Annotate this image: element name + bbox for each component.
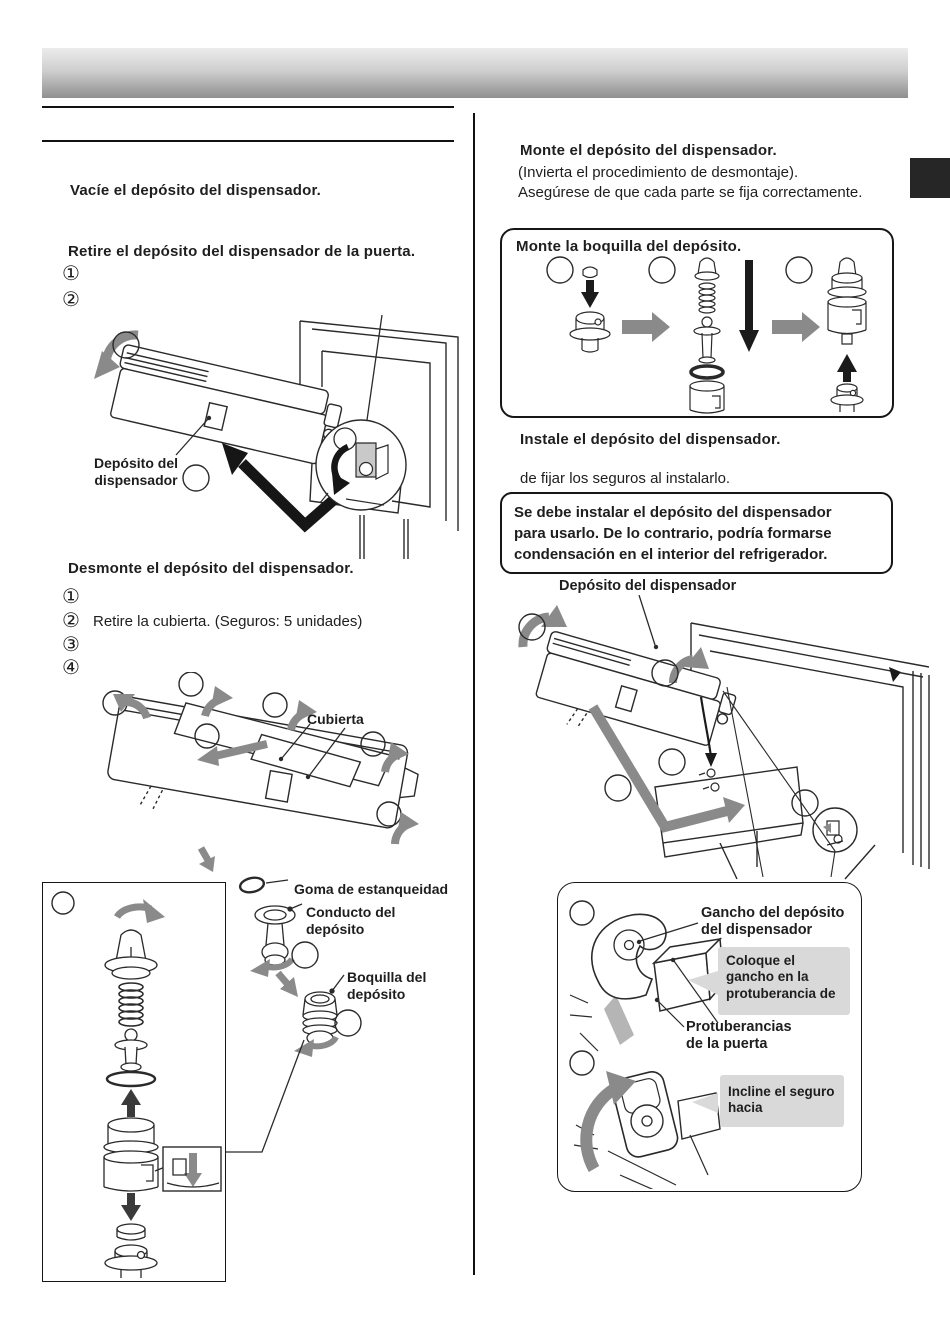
up-arrow-icon: [121, 1089, 141, 1117]
section-rule-top: [42, 106, 454, 108]
down-step-arrow-icon: [278, 973, 298, 997]
nozzle-body-drawing: [104, 1118, 165, 1191]
callout-circle: [649, 257, 675, 283]
lock-detail-circle: [813, 808, 857, 852]
desmonte-step-4-num: ④: [62, 657, 80, 679]
nozzle-exploded-box: [42, 882, 226, 1282]
mount-nozzle-title: Monte la boquilla del depósito.: [516, 238, 742, 255]
desmonte-step-2-text: Retire la cubierta. (Seguros: 5 unidades): [93, 613, 363, 630]
callout-circle: [292, 942, 318, 968]
cap-drawing: [105, 930, 157, 979]
mount-nozzle-steps-drawing: [502, 230, 892, 416]
note-coloque: Coloque el gancho en la protuberancia de: [718, 947, 850, 1015]
warning-text: Se debe instalar el depósito del dispensador para usarlo. De lo contrario, podría formarse condensación en el interior del refrigerador.: [514, 504, 832, 563]
boquilla-label: Boquilla del depósito: [347, 969, 427, 1002]
retire-title: Retire el depósito del dispensador de la puerta.: [68, 243, 416, 260]
column-divider: [473, 113, 475, 1275]
step1-drawing: [570, 267, 610, 352]
goma-label: Goma de estanqueidad: [294, 881, 449, 897]
retire-step-1: ①: [62, 263, 80, 285]
instale-line: de fijar los seguros al instalarlo.: [520, 470, 731, 487]
dispenser-tank-drawing: [528, 631, 739, 767]
cubierta-label: Cubierta: [307, 711, 364, 727]
callout-circle: [570, 1051, 594, 1075]
callout-circle: [547, 257, 573, 283]
small-arrow-icon: [889, 667, 901, 682]
tank-with-cover-drawing: [103, 692, 423, 853]
mount-nozzle-box: [500, 228, 894, 418]
callout-circle: [792, 790, 818, 816]
remove-cover-diagram: [55, 672, 460, 874]
callout-circle: [659, 749, 685, 775]
retire-step-2: ②: [62, 289, 80, 311]
spring-drawing: [119, 983, 143, 1026]
hook-shade: [604, 995, 634, 1045]
note-incline: Incline el seguro hacia: [720, 1075, 844, 1127]
desmonte-step-2-num: ②: [62, 610, 80, 632]
tank-label-right: Depósito del dispensador: [559, 578, 737, 594]
remove-tank-diagram: [60, 315, 460, 563]
desmonte-step-3-num: ③: [62, 634, 80, 656]
conducto-label: Conducto del depósito: [306, 904, 396, 937]
base-parts-drawing: [105, 1224, 157, 1278]
seal-ring-drawing: [239, 876, 265, 895]
box-connector-line: [226, 1030, 312, 1162]
section-rule-bottom: [42, 140, 454, 142]
down-arrow-icon: [121, 1193, 141, 1221]
vacie-title: Vacíe el depósito del dispensador.: [70, 182, 322, 199]
callout-circle: [335, 1010, 361, 1036]
hook-drawing: [592, 914, 666, 999]
page-index-tab: [910, 158, 950, 198]
step3-drawing: [828, 258, 866, 412]
protuberancias-label: Protuberancias de la puerta: [686, 1019, 792, 1053]
callout-circle: [786, 257, 812, 283]
callout-circle: [570, 901, 594, 925]
instale-title: Instale el depósito del dispensador.: [520, 431, 781, 448]
monte-line1: (Invierta el procedimiento de desmontaje).: [518, 164, 799, 181]
warning-box: [500, 492, 893, 574]
rotate-arrow-icon: [117, 899, 165, 923]
desmonte-step-1-num: ①: [62, 586, 80, 608]
callout-circle: [605, 775, 631, 801]
callout-circle: [263, 693, 287, 717]
monte-title: Monte el depósito del dispensador.: [520, 142, 777, 159]
nozzle-exploded-drawing: [43, 883, 224, 1280]
gancho-label: Gancho del depósito del dispensador: [701, 905, 845, 939]
next-step-arrow-icon: [622, 312, 670, 342]
desmonte-title: Desmonte el depósito del dispensador.: [68, 560, 354, 577]
monte-line2: Asegúrese de que cada parte se fija correctamente.: [518, 184, 863, 201]
tank-label-left: Depósito del dispensador: [93, 455, 178, 488]
callout-circle: [52, 892, 74, 914]
oring-drawing: [107, 1072, 155, 1086]
header-bar: [42, 48, 908, 98]
valve-drawing: [115, 1029, 147, 1071]
step2-drawing: [690, 258, 759, 413]
callout-circle: [179, 672, 203, 696]
next-step-arrow-icon: [772, 312, 820, 342]
hook-detail-box: [557, 882, 862, 1192]
install-tank-diagram: [505, 595, 937, 882]
conduit-drawing: [255, 904, 302, 965]
